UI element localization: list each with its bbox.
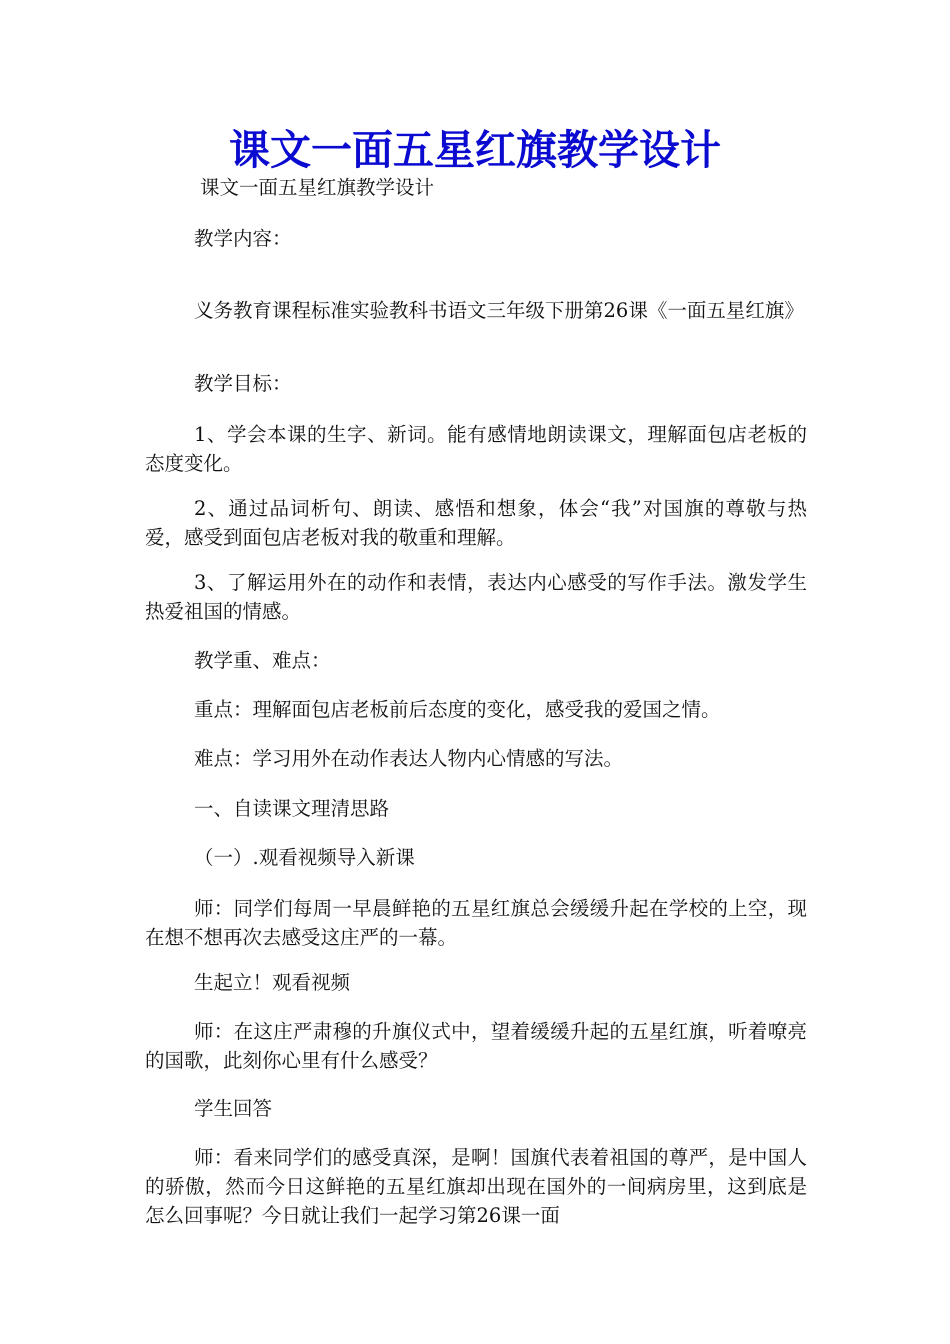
document-title: 课文一面五星红旗教学设计	[229, 126, 721, 174]
paragraph-teacher-3: 师：看来同学们的感受真深，是啊！国旗代表着祖国的尊严，是中国人的骄傲，然而今日这鲜艳的五星红旗却出现在国外的一间病房里，这到底是怎么回事呢？今日就让我们一起学习第26课一面	[145, 1146, 807, 1227]
paragraph-student-answer: 学生回答	[194, 1097, 273, 1120]
paragraph-section-1: 一、自读课文理清思路	[194, 797, 390, 820]
paragraph-key-difficult-heading: 教学重、难点：	[194, 649, 331, 672]
paragraph-difficult-point: 难点：学习用外在动作表达人物内心情感的写法。	[194, 747, 624, 770]
paragraph-goal-1: 1、学会本课的生字、新词。能有感情地朗读课文，理解面包店老板的态度变化。	[145, 423, 807, 475]
paragraph-goal-3: 3、了解运用外在的动作和表情，表达内心感受的写作手法。激发学生热爱祖国的情感。	[145, 571, 807, 623]
paragraph-students-stand: 生起立！观看视频	[194, 971, 351, 994]
paragraph-key-point: 重点：理解面包店老板前后态度的变化，感受我的爱国之情。	[194, 698, 721, 721]
paragraph-goals-heading: 教学目标：	[194, 372, 292, 395]
document-subtitle: 课文一面五星红旗教学设计	[200, 176, 435, 199]
paragraph-teacher-2: 师：在这庄严肃穆的升旗仪式中，望着缓缓升起的五星红旗，听着嘹亮的国歌，此刻你心里有什么感受？	[145, 1020, 807, 1072]
paragraph-teacher-1: 师：同学们每周一早晨鲜艳的五星红旗总会缓缓升起在学校的上空，现在想不想再次去感受这庄严的一幕。	[145, 897, 807, 949]
paragraph-goal-2: 2、通过品词析句、朗读、感悟和想象，体会“我”对国旗的尊敬与热爱，感受到面包店老板对我的敬重和理解。	[145, 497, 807, 549]
paragraph-subsection-1: （一）.观看视频导入新课	[194, 846, 415, 869]
paragraph-textbook: 义务教育课程标准实验教科书语文三年级下册第26课《一面五星红旗》	[194, 299, 804, 322]
paragraph-teaching-content-heading: 教学内容：	[194, 227, 292, 250]
